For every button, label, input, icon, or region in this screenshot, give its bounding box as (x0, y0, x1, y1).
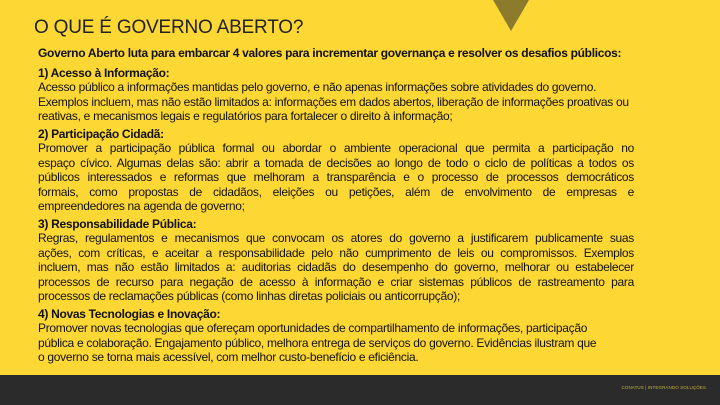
section-line: Regras, regulamentos e mecanismos que convocam os atores do governo a justificarem publicamente suas (38, 231, 634, 245)
section-access-information (38, 66, 634, 124)
footer-bar (0, 375, 720, 405)
section-line: Promover novas tecnologias que ofereçam oportunidades de compartilhamento de informações, participação (38, 321, 588, 335)
section-heading: 2) Participação Cidadã: (38, 126, 164, 141)
section-heading: 3) Responsabilidade Pública: (38, 216, 197, 231)
section-line: reativas, e mecanismos legais e regulatórios para fortalecer o direito à informação; (38, 109, 453, 123)
section-line: incluem, mas não estão limitados a: auditorias cidadãs do desempenho do governo, melhorar ou estabelecer (38, 260, 634, 274)
footer-brand: CONATUS | INTEGRANDO SOLUÇÕES (621, 385, 706, 390)
section-line: espaço cívico. Algumas delas são: abrir a tomada de decisões ao longo de todo o ciclo de políticas a todos os (38, 155, 634, 170)
section-line: ações, com críticas, e aceitar a responsabilidade pelo não cumprimento de leis ou compromissos. Exemplos (38, 245, 634, 260)
section-line: Acesso público a informações mantidas pelo governo, e não apenas informações sobre atividades do governo. (38, 80, 597, 94)
section-line: Exemplos incluem, mas não estão limitados a: informações em dados abertos, liberação de informações proativas ou (38, 94, 629, 109)
slide-content (38, 46, 634, 368)
slide-title: O QUE É GOVERNO ABERTO? (34, 17, 304, 38)
intro-text: Governo Aberto luta para embarcar 4 valores para incrementar governança e resolver os desafios públicos: (38, 46, 622, 60)
section-line: pública e colaboração. Engajamento público, melhora entrega de serviços do governo. Evidências ilustram que (38, 335, 597, 350)
section-line: formais, como propostas de cidadãos, eleições ou petições, além de envolvimento de empresas e (38, 184, 634, 199)
section-public-accountability (38, 217, 634, 304)
section-line: Promover a participação pública formal ou abordar o ambiente operacional que permita a participação no (38, 141, 634, 155)
section-line: públicos interessados e reformas que melhoram a transparência e o processo de processos democráticos (38, 170, 634, 184)
section-heading: 4) Novas Tecnologias e Inovação: (38, 306, 221, 321)
section-new-technologies (38, 307, 634, 365)
decorative-triangle (493, 0, 529, 31)
section-line: o governo se torna mais acessível, com melhor custo-benefício e eficiência. (38, 350, 419, 364)
section-citizen-participation (38, 127, 634, 214)
section-heading: 1) Acesso à Informação: (38, 65, 170, 80)
section-line: empreendedores na agenda de governo; (38, 199, 245, 213)
section-line: processos de reclamações públicas (como linhas diretas policiais ou anticorrupção); (38, 289, 460, 303)
section-line: processos de recurso para negação de acesso à informação e criar sistemas públicos de rastreamento para (38, 274, 634, 289)
